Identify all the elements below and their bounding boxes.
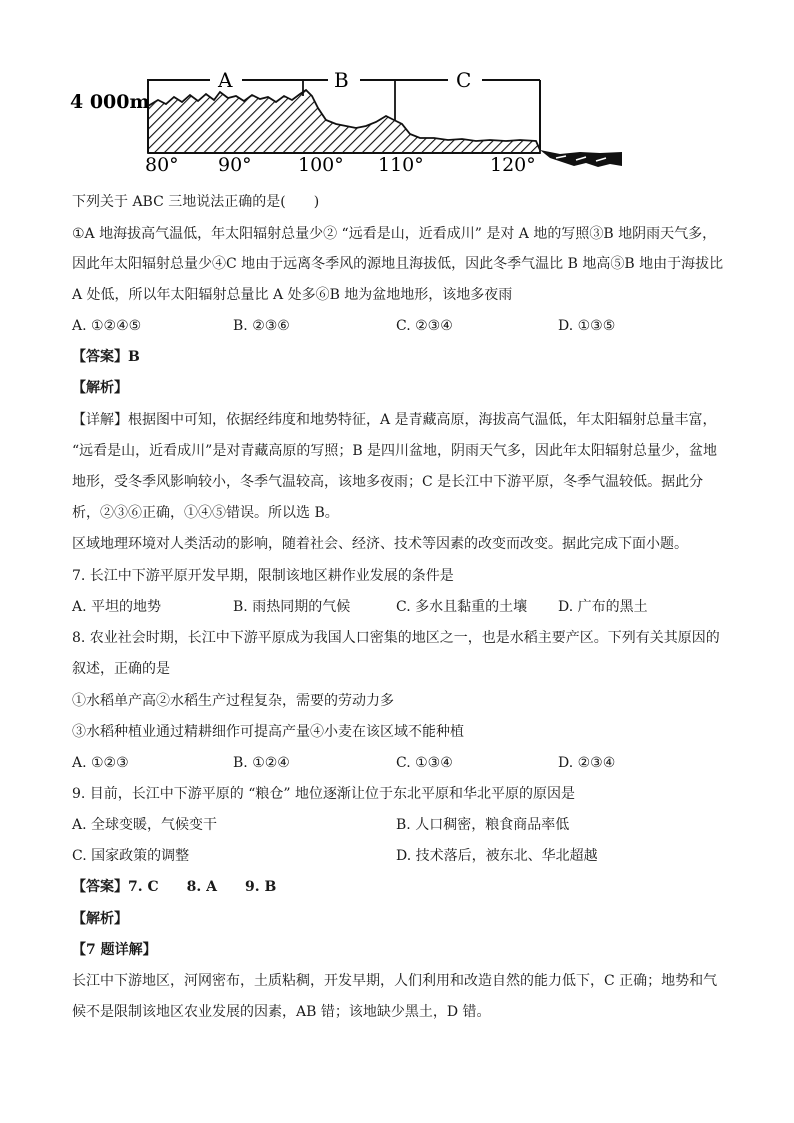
question-7-stem: 7. 长江中下游平原开发早期，限制该地区耕作业发展的条件是 (72, 568, 454, 584)
analysis-heading-2: 【解析】 (72, 911, 128, 927)
longitude-label-100: 100° (298, 154, 344, 176)
q9-option-c: C. 国家政策的调整 (72, 848, 190, 864)
option-b: B. ②③⑥ (233, 318, 290, 334)
statement-line-2: 因此年太阳辐射总量少④C 地由于远离冬季风的源地且海拔低，因此冬季气温比 B 地高⑤B 地由于海拔比 (72, 256, 724, 272)
analysis-line-1: 【详解】根据图中可知，依据经纬度和地势特征，A 是青藏高原，海拔高气温低，年太阳辐射总量丰富， (72, 412, 717, 428)
q8-option-a: A. ①②③ (72, 755, 129, 771)
question-8-stem-line-2: 叙述，正确的是 (72, 661, 170, 677)
q8-option-d: D. ②③④ (558, 755, 616, 771)
statement-line-1: ①A 地海拔高气温低，年太阳辐射总量少② “远看是山，近看成川” 是对 A 地的写照③B 地阴雨天气多， (72, 226, 717, 242)
region-label-b: B (334, 68, 349, 92)
question-9-stem: 9. 目前，长江中下游平原的 “粮仓” 地位逐渐让位于东北平原和华北平原的原因是 (72, 786, 576, 802)
longitude-label-120: 120° (490, 154, 536, 176)
detail-7-line-2: 候不是限制该地区农业发展的因素，AB 错；该地缺少黑土，D 错。 (72, 1004, 491, 1020)
longitude-label-90: 90° (218, 154, 252, 176)
terrain-profile-svg (70, 68, 630, 178)
q7-option-d: D. 广布的黑土 (558, 599, 648, 615)
section-intro: 区域地理环境对人类活动的影响，随着社会、经济、技术等因素的改变而改变。据此完成下面小题。 (72, 536, 688, 552)
question-8-stem-line-1: 8. 农业社会时期，长江中下游平原成为我国人口密集的地区之一，也是水稻主要产区。下列有关其原因的 (72, 630, 720, 646)
terrain-profile-figure (70, 68, 630, 178)
question-intro: 下列关于 ABC 三地说法正确的是( ) (72, 194, 320, 210)
statement-line-3: A 处低，所以年太阳辐射总量比 A 处多⑥B 地为盆地地形，该地多夜雨 (72, 287, 513, 303)
option-d: D. ①③⑤ (558, 318, 616, 334)
q8-statement-line-2: ③水稻种植业通过精耕细作可提高产量④小麦在该区域不能种植 (72, 724, 464, 740)
q7-option-a: A. 平坦的地势 (72, 599, 162, 615)
q9-option-b: B. 人口稠密，粮食商品率低 (396, 817, 570, 833)
height-label: 4 000m (70, 91, 150, 113)
region-label-a: A (218, 68, 233, 92)
option-a: A. ①②④⑤ (72, 318, 142, 334)
answer-label-1: 【答案】B (72, 349, 140, 365)
analysis-line-3: 地形，受冬季风影响较小，冬季气温较高，该地多夜雨；C 是长江中下游平原，冬季气温较低。据此分 (72, 474, 704, 490)
region-label-c: C (456, 68, 472, 92)
answer-label-2: 【答案】7. C 8. A 9. B (72, 879, 277, 895)
detail-7-line-1: 长江中下游地区，河网密布，土质粘稠，开发早期，人们利用和改造自然的能力低下，C 正确；地势和气 (72, 973, 718, 989)
q9-option-a: A. 全球变暖，气候变干 (72, 817, 218, 833)
detail-7-heading: 【7 题详解】 (72, 942, 157, 958)
q8-option-b: B. ①②④ (233, 755, 290, 771)
analysis-line-4: 析，②③⑥正确，①④⑤错误。所以选 B。 (72, 505, 339, 521)
longitude-label-110: 110° (378, 154, 424, 176)
q7-option-b: B. 雨热同期的气候 (233, 599, 351, 615)
longitude-label-80: 80° (145, 154, 179, 176)
analysis-line-2: “远看是山，近看成川”是对青藏高原的写照；B 是四川盆地，阴雨天气多，因此年太阳辐射总量少，盆地 (72, 443, 718, 459)
q7-option-c: C. 多水且黏重的土壤 (396, 599, 528, 615)
analysis-heading-1: 【解析】 (72, 380, 128, 396)
q9-option-d: D. 技术落后，被东北、华北超越 (396, 848, 598, 864)
option-c: C. ②③④ (396, 318, 453, 334)
terrain-area (148, 90, 540, 153)
q8-option-c: C. ①③④ (396, 755, 453, 771)
q8-statement-line-1: ①水稻单产高②水稻生产过程复杂，需要的劳动力多 (72, 693, 394, 709)
